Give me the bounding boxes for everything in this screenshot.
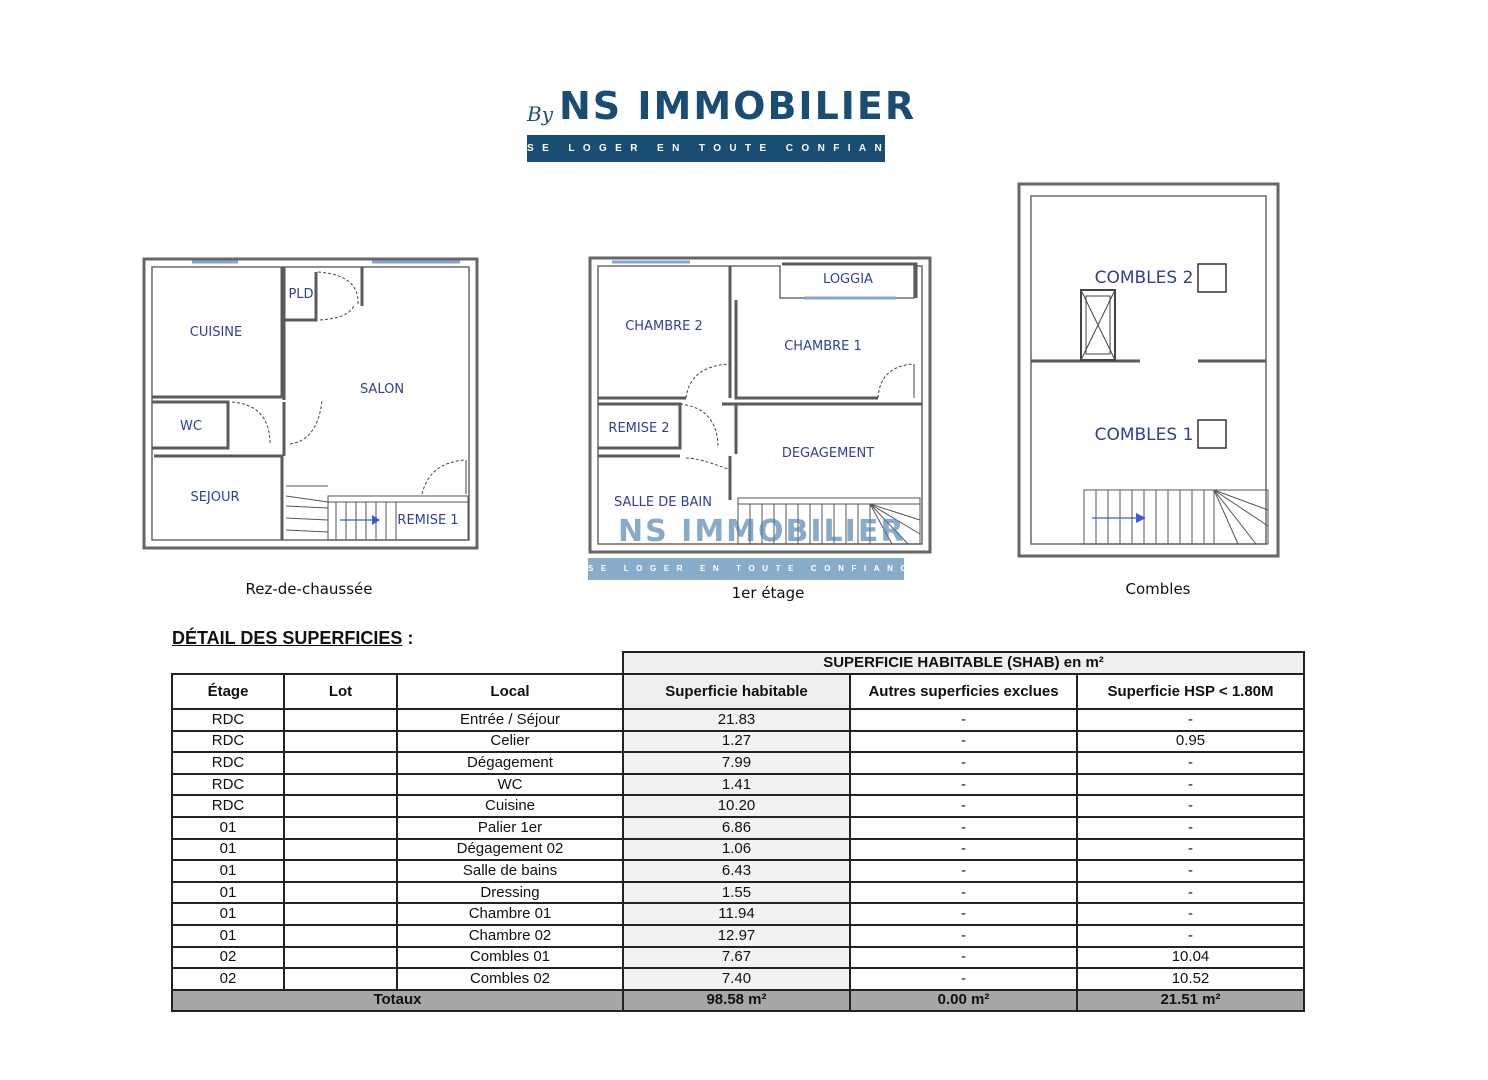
table-row	[172, 709, 1304, 731]
cell-etage: 01	[172, 839, 284, 861]
room-loggia: LOGGIA	[823, 272, 873, 287]
room-sejour: SEJOUR	[190, 490, 240, 505]
watermark-name: NS IMMOBILIER	[618, 514, 906, 549]
logo-tagline: SE LOGER EN TOUTE CONFIANCE	[527, 135, 885, 162]
total-hsp: 21.51 m²	[1077, 990, 1304, 1011]
details-title	[172, 628, 413, 649]
cell-autres: -	[850, 903, 1077, 925]
table-row	[172, 968, 1304, 990]
col-lot: Lot	[284, 674, 397, 709]
cell-autres: -	[850, 752, 1077, 774]
cell-local: Celier	[397, 731, 623, 753]
cell-etage: 01	[172, 860, 284, 882]
room-pld: PLD	[288, 287, 314, 302]
plan-label-combles: Combles	[1125, 580, 1191, 598]
plan-rdc	[144, 259, 477, 598]
col-local: Local	[397, 674, 623, 709]
cell-hsp: 10.52	[1077, 968, 1304, 990]
cell-autres: -	[850, 882, 1077, 904]
cell-lot	[284, 860, 397, 882]
cell-local: Entrée / Séjour	[397, 709, 623, 731]
logo-name: NS IMMOBILIER	[559, 84, 917, 128]
room-wc: WC	[180, 419, 202, 434]
room-chambre-1: CHAMBRE 1	[784, 339, 862, 354]
cell-hsp: -	[1077, 925, 1304, 947]
cell-hsp: -	[1077, 882, 1304, 904]
cell-etage: 02	[172, 968, 284, 990]
table-row	[172, 925, 1304, 947]
table-row	[172, 817, 1304, 839]
cell-hsp: 10.04	[1077, 947, 1304, 969]
totals-row	[172, 990, 1304, 1011]
cell-etage: 02	[172, 947, 284, 969]
cell-etage: 01	[172, 925, 284, 947]
cell-lot	[284, 731, 397, 753]
cell-lot	[284, 752, 397, 774]
room-combles-2: COMBLES 2	[1094, 268, 1194, 288]
table-row	[172, 882, 1304, 904]
cell-superficie: 1.55	[623, 882, 850, 904]
col-autres-superficies: Autres superficies exclues	[850, 674, 1077, 709]
cell-hsp: -	[1077, 752, 1304, 774]
table-row	[172, 903, 1304, 925]
cell-local: Dressing	[397, 882, 623, 904]
room-degagement: DEGAGEMENT	[781, 446, 875, 461]
cell-lot	[284, 774, 397, 796]
room-salon: SALON	[359, 382, 405, 397]
cell-etage: RDC	[172, 731, 284, 753]
cell-etage: RDC	[172, 752, 284, 774]
logo-by: By	[527, 102, 553, 126]
cell-local: Dégagement	[397, 752, 623, 774]
totals-label: Totaux	[172, 990, 623, 1011]
room-chambre-2: CHAMBRE 2	[625, 319, 703, 334]
cell-autres: -	[850, 947, 1077, 969]
cell-hsp: -	[1077, 860, 1304, 882]
cell-hsp: -	[1077, 795, 1304, 817]
total-shab: 98.58 m²	[623, 990, 850, 1011]
cell-superficie: 1.06	[623, 839, 850, 861]
cell-lot	[284, 903, 397, 925]
details-title-suffix: :	[402, 628, 414, 648]
cell-etage: 01	[172, 903, 284, 925]
watermark-logo	[588, 514, 927, 582]
cell-local: Salle de bains	[397, 860, 623, 882]
cell-autres: -	[850, 860, 1077, 882]
cell-hsp: -	[1077, 709, 1304, 731]
cell-superficie: 1.27	[623, 731, 850, 753]
cell-local: Chambre 01	[397, 903, 623, 925]
cell-superficie: 21.83	[623, 709, 850, 731]
cell-lot	[284, 968, 397, 990]
room-remise-2: REMISE 2	[608, 421, 670, 436]
cell-lot	[284, 882, 397, 904]
cell-local: Combles 02	[397, 968, 623, 990]
col-superficie-hsp: Superficie HSP < 1.80M	[1077, 674, 1304, 709]
cell-autres: -	[850, 817, 1077, 839]
cell-superficie: 7.99	[623, 752, 850, 774]
col-etage: Étage	[172, 674, 284, 709]
table-row	[172, 860, 1304, 882]
table-row	[172, 795, 1304, 817]
cell-local: Combles 01	[397, 947, 623, 969]
table-row	[172, 839, 1304, 861]
cell-superficie: 10.20	[623, 795, 850, 817]
cell-autres: -	[850, 731, 1077, 753]
cell-local: Palier 1er	[397, 817, 623, 839]
table-row	[172, 774, 1304, 796]
room-cuisine: CUISINE	[189, 325, 243, 340]
table-row	[172, 731, 1304, 753]
cell-superficie: 1.41	[623, 774, 850, 796]
cell-lot	[284, 817, 397, 839]
watermark-tagline: SE LOGER EN TOUTE CONFIANCE	[588, 558, 904, 580]
table-row	[172, 752, 1304, 774]
cell-lot	[284, 925, 397, 947]
cell-autres: -	[850, 774, 1077, 796]
cell-etage: RDC	[172, 774, 284, 796]
cell-hsp: -	[1077, 817, 1304, 839]
total-excluded: 0.00 m²	[850, 990, 1077, 1011]
cell-local: WC	[397, 774, 623, 796]
cell-hsp: -	[1077, 774, 1304, 796]
cell-autres: -	[850, 795, 1077, 817]
cell-autres: -	[850, 709, 1077, 731]
room-salle-de-bain: SALLE DE BAIN	[614, 495, 712, 510]
details-title-text: DÉTAIL DES SUPERFICIES	[172, 628, 403, 648]
cell-lot	[284, 709, 397, 731]
table-row	[172, 947, 1304, 969]
plan-label-rdc: Rez-de-chaussée	[245, 580, 373, 598]
cell-etage: 01	[172, 882, 284, 904]
surface-table	[171, 651, 1305, 1012]
cell-hsp: -	[1077, 903, 1304, 925]
cell-lot	[284, 839, 397, 861]
cell-local: Dégagement 02	[397, 839, 623, 861]
cell-etage: 01	[172, 817, 284, 839]
col-superficie-habitable: Superficie habitable	[623, 674, 850, 709]
cell-lot	[284, 795, 397, 817]
cell-etage: RDC	[172, 709, 284, 731]
cell-hsp: -	[1077, 839, 1304, 861]
cell-superficie: 6.43	[623, 860, 850, 882]
room-remise-1: REMISE 1	[397, 513, 459, 528]
cell-local: Cuisine	[397, 795, 623, 817]
cell-hsp: 0.95	[1077, 731, 1304, 753]
cell-local: Chambre 02	[397, 925, 623, 947]
shab-group-header: SUPERFICIE HABITABLE (SHAB) en m²	[623, 652, 1304, 674]
plan-combles	[1019, 184, 1278, 598]
cell-superficie: 6.86	[623, 817, 850, 839]
plan-label-etage-1: 1er étage	[731, 584, 805, 602]
cell-superficie: 11.94	[623, 903, 850, 925]
cell-superficie: 7.40	[623, 968, 850, 990]
cell-autres: -	[850, 925, 1077, 947]
room-combles-1: COMBLES 1	[1094, 425, 1194, 445]
table-corner-blank	[172, 652, 623, 674]
cell-lot	[284, 947, 397, 969]
cell-autres: -	[850, 839, 1077, 861]
cell-etage: RDC	[172, 795, 284, 817]
cell-superficie: 12.97	[623, 925, 850, 947]
cell-superficie: 7.67	[623, 947, 850, 969]
cell-autres: -	[850, 968, 1077, 990]
